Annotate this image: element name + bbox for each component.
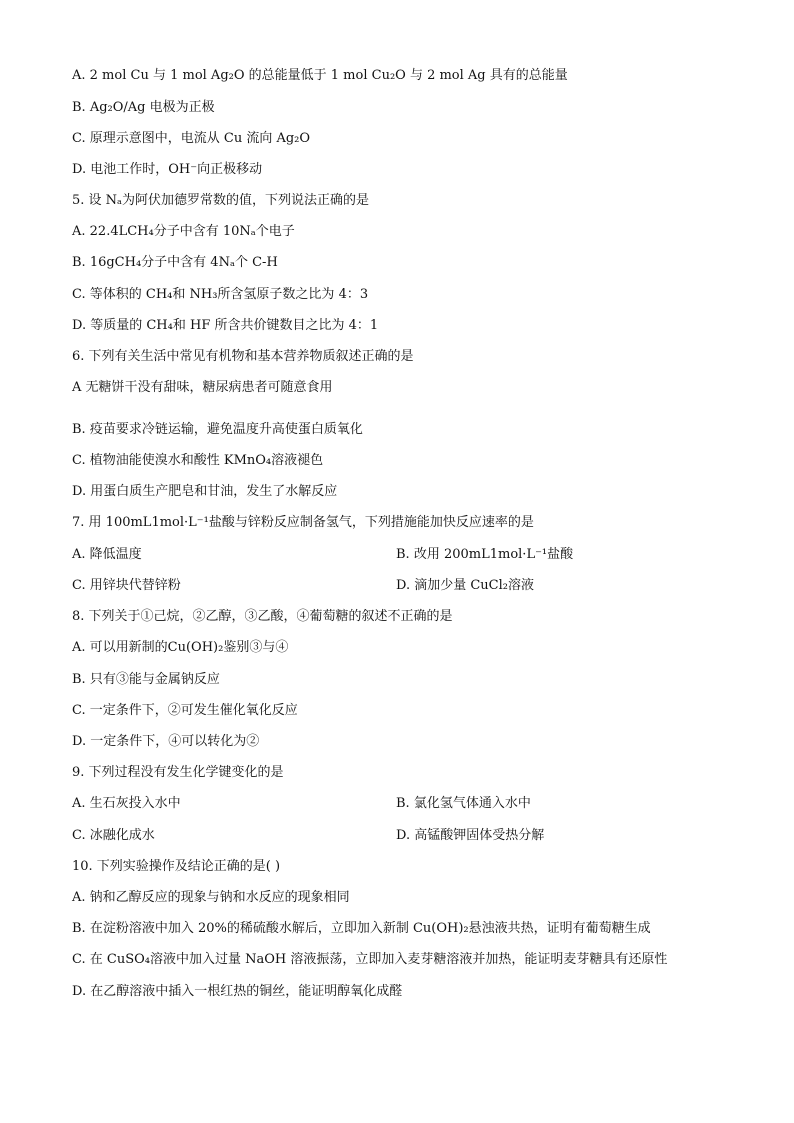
q8-option-d: D. 一定条件下，④可以转化为② bbox=[72, 734, 260, 749]
q10-option-b: B. 在淀粉溶液中加入 20%的稀硫酸水解后，立即加入新制 Cu(OH)₂悬浊液共热，证明有葡萄糖生成 bbox=[72, 921, 651, 936]
q9-option-b: B. 氯化氢气体通入水中 bbox=[396, 796, 531, 811]
q4-option-c: C. 原理示意图中，电流从 Cu 流向 Ag₂O bbox=[72, 131, 311, 146]
q8-option-a: A. 可以用新制的Cu(OH)₂鉴别③与④ bbox=[72, 640, 289, 655]
q5-option-c: C. 等体积的 CH₄和 NH₃所含氢原子数之比为 4：3 bbox=[72, 287, 369, 302]
q8-stem: 8. 下列关于①己烷，②乙醇，③乙酸，④葡萄糖的叙述不正确的是 bbox=[72, 609, 453, 624]
q7-option-d: D. 滴加少量 CuCl₂溶液 bbox=[396, 578, 534, 593]
q10-option-d: D. 在乙醇溶液中插入一根红热的铜丝，能证明醇氧化成醛 bbox=[72, 984, 403, 999]
q4-option-d: D. 电池工作时，OH⁻向正极移动 bbox=[72, 162, 263, 177]
q7-option-a: A. 降低温度 bbox=[72, 547, 142, 562]
q9-stem: 9. 下列过程没有发生化学键变化的是 bbox=[72, 765, 284, 780]
q6-option-a: A 无糖饼干没有甜味，糖尿病患者可随意食用 bbox=[72, 380, 333, 395]
q10-option-a: A. 钠和乙醇反应的现象与钠和水反应的现象相同 bbox=[72, 890, 350, 905]
q5-option-a: A. 22.4LCH₄分子中含有 10Nₐ个电子 bbox=[72, 224, 295, 239]
q4-option-a: A. 2 mol Cu 与 1 mol Ag₂O 的总能量低于 1 mol Cu₂O 与 2 mol Ag 具有的总能量 bbox=[72, 68, 568, 83]
q10-option-c: C. 在 CuSO₄溶液中加入过量 NaOH 溶液振荡，立即加入麦芽糖溶液并加热，能证明麦芽糖具有还原性 bbox=[72, 952, 668, 967]
q6-option-c: C. 植物油能使溴水和酸性 KMnO₄溶液褪色 bbox=[72, 453, 324, 468]
q9-option-a: A. 生石灰投入水中 bbox=[72, 796, 181, 811]
q6-option-b: B. 疫苗要求冷链运输，避免温度升高使蛋白质氧化 bbox=[72, 422, 363, 437]
q7-option-c: C. 用锌块代替锌粉 bbox=[72, 578, 181, 593]
q4-option-b: B. Ag₂O/Ag 电极为正极 bbox=[72, 100, 215, 115]
q9-option-c: C. 冰融化成水 bbox=[72, 828, 155, 843]
q7-stem: 7. 用 100mL1mol·L⁻¹盐酸与锌粉反应制备氢气，下列措施能加快反应速率的是 bbox=[72, 515, 534, 530]
q5-option-d: D. 等质量的 CH₄和 HF 所含共价键数目之比为 4：1 bbox=[72, 318, 379, 333]
q7-option-b: B. 改用 200mL1mol·L⁻¹盐酸 bbox=[396, 547, 574, 562]
q6-option-d: D. 用蛋白质生产肥皂和甘油，发生了水解反应 bbox=[72, 484, 338, 499]
q10-stem: 10. 下列实验操作及结论正确的是( ) bbox=[72, 859, 281, 874]
q9-option-d: D. 高锰酸钾固体受热分解 bbox=[396, 828, 545, 843]
q6-stem: 6. 下列有关生活中常见有机物和基本营养物质叙述正确的是 bbox=[72, 349, 414, 364]
q8-option-c: C. 一定条件下，②可发生催化氧化反应 bbox=[72, 703, 298, 718]
q5-stem: 5. 设 Nₐ为阿伏加德罗常数的值，下列说法正确的是 bbox=[72, 193, 370, 208]
q8-option-b: B. 只有③能与金属钠反应 bbox=[72, 672, 220, 687]
q5-option-b: B. 16gCH₄分子中含有 4Nₐ个 C-H bbox=[72, 255, 278, 270]
